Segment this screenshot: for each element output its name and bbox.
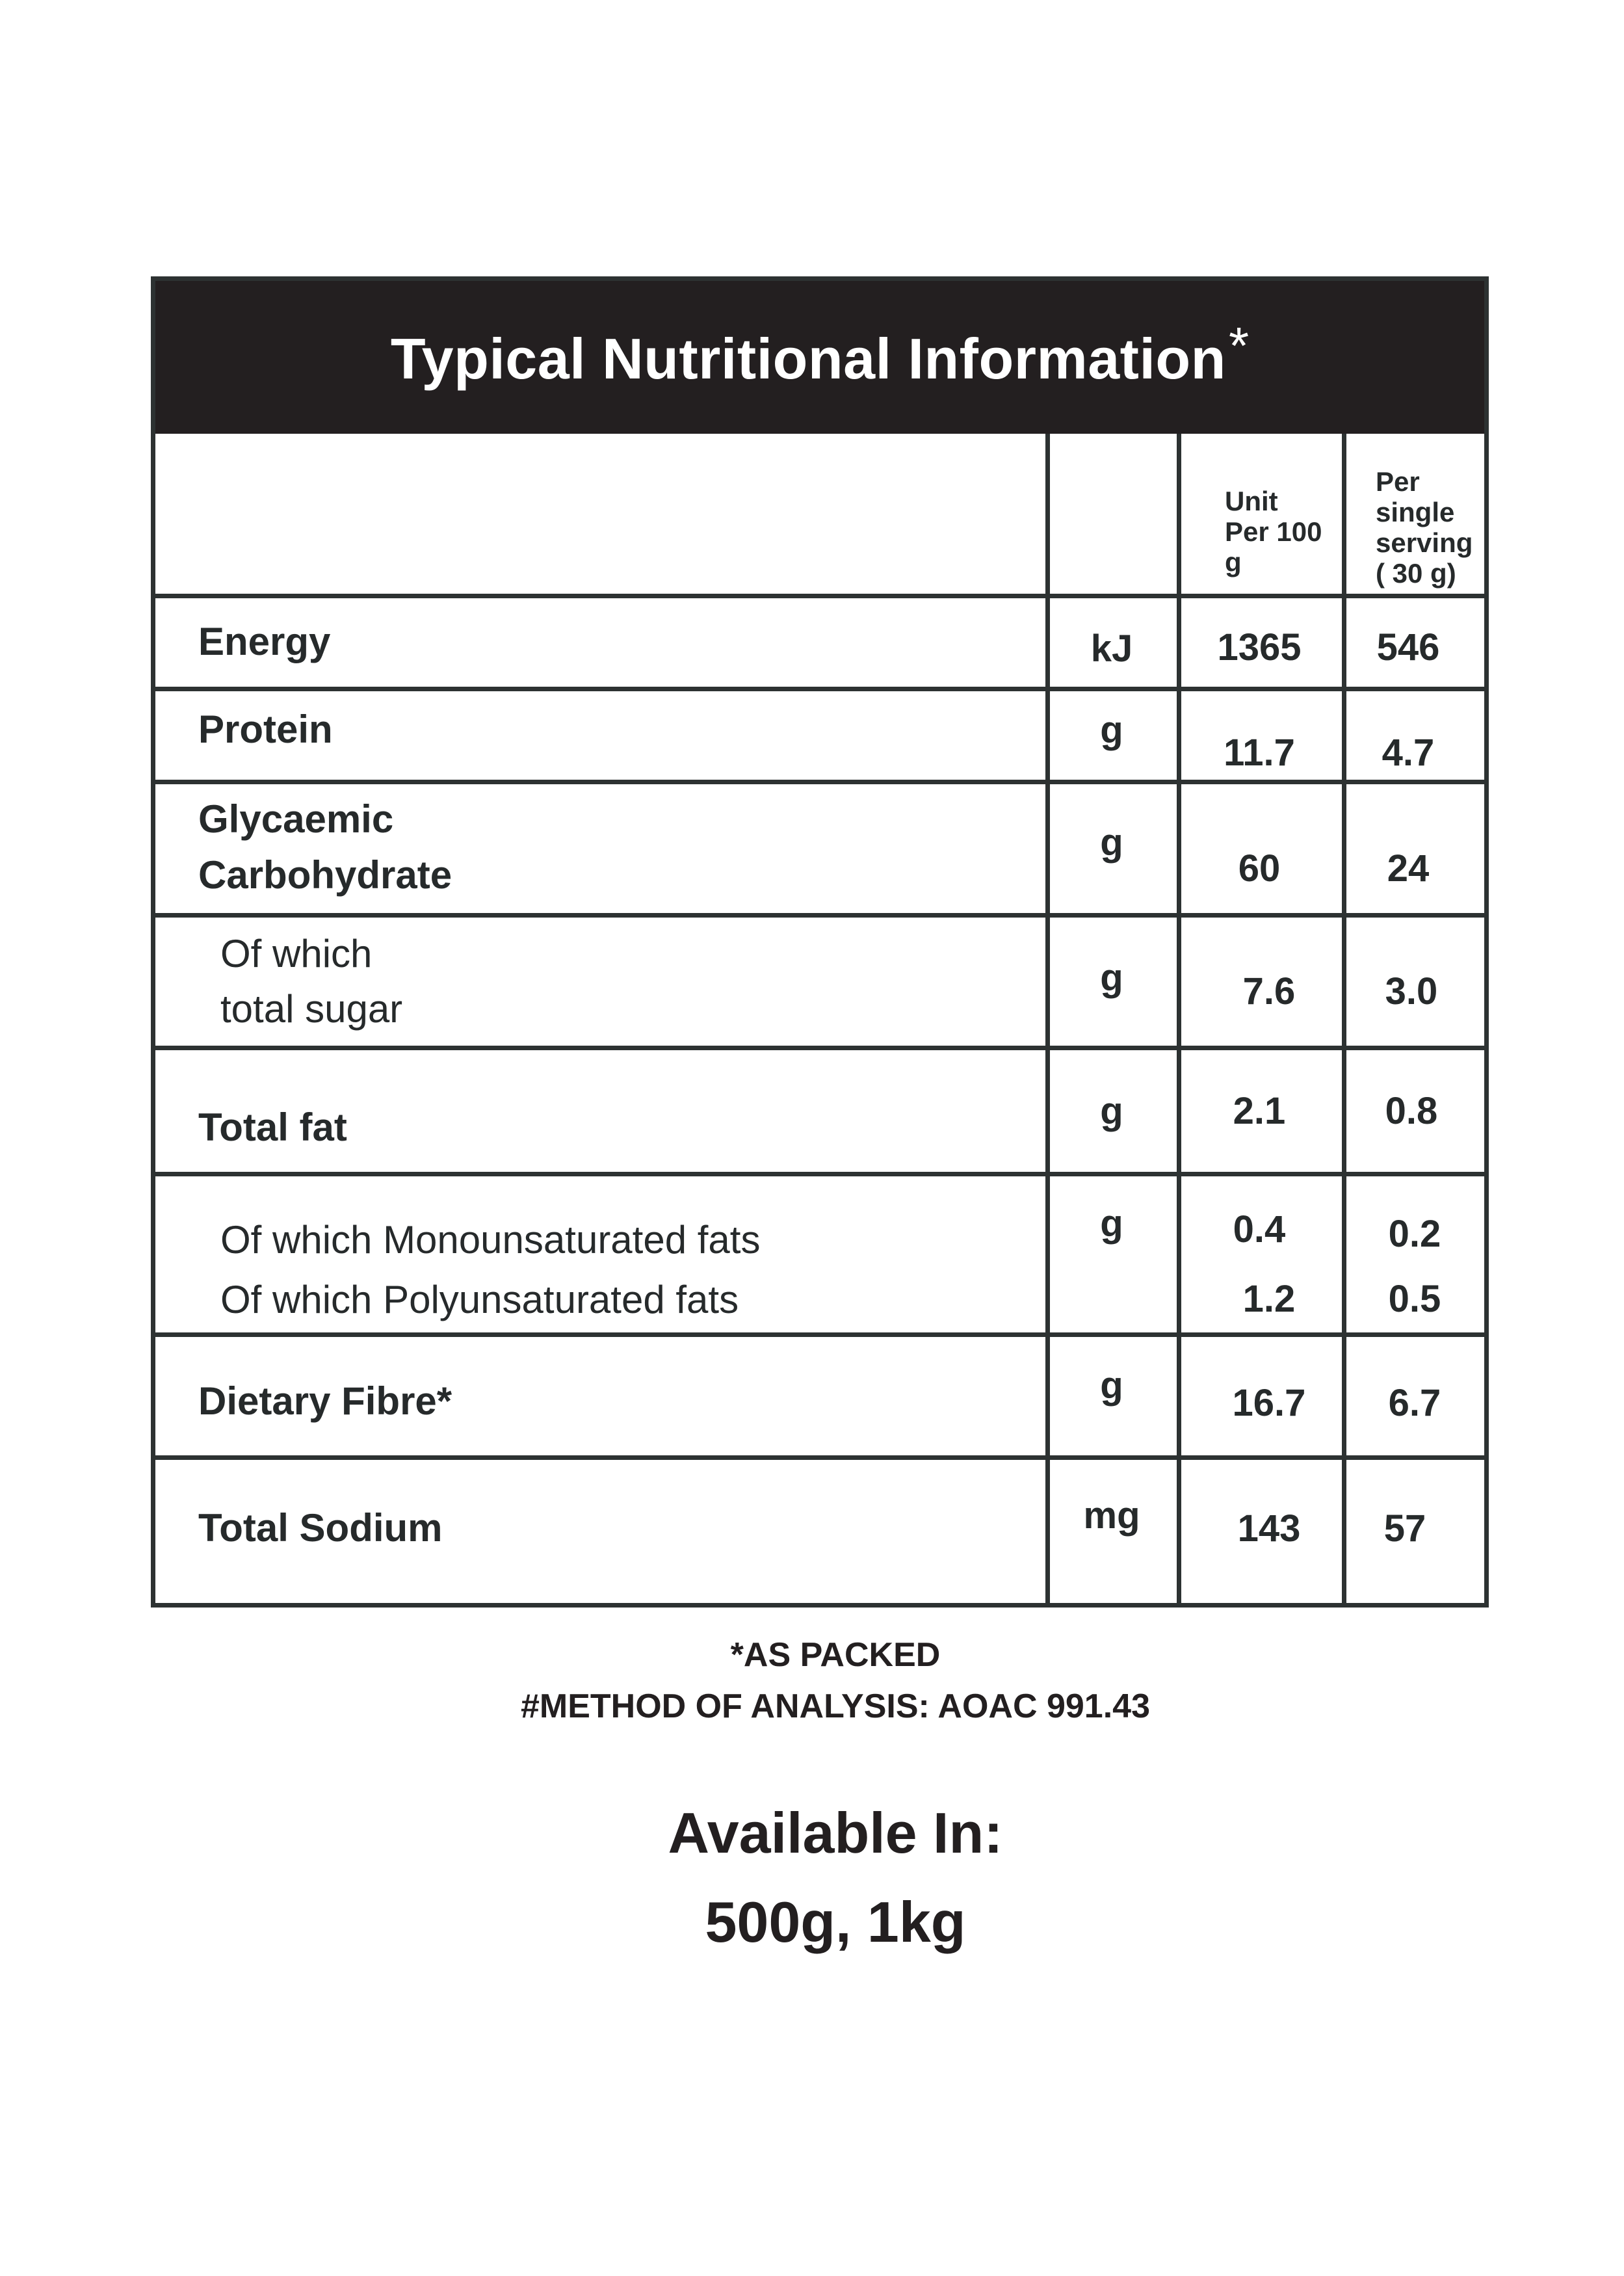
unit-cell: g <box>1100 957 1123 999</box>
column-divider <box>1342 434 1346 1608</box>
unit-cell: g <box>1100 1364 1123 1407</box>
header-unit-per-100g: Unit Per 100 g <box>1225 486 1322 578</box>
serving-value: 57 <box>1383 1507 1426 1550</box>
row-divider <box>155 1046 1484 1050</box>
per100-value: 7.6 <box>1242 970 1296 1012</box>
availability-heading: Available In: <box>668 1801 1003 1865</box>
nutrient-label: Total fat <box>198 1105 347 1149</box>
per100-value: 2.1 <box>1233 1090 1286 1132</box>
title-bar <box>155 281 1484 434</box>
header-per-serving: Per single serving ( 30 g) <box>1376 466 1473 589</box>
unit-cell: kJ <box>1090 628 1133 670</box>
footnote-as-packed: *AS PACKED <box>730 1636 941 1674</box>
unit-cell: g <box>1100 1202 1123 1245</box>
nutrient-label: Protein <box>198 708 333 751</box>
serving-value: 0.8 <box>1385 1090 1438 1132</box>
column-divider <box>1045 434 1050 1608</box>
row-divider <box>155 687 1484 691</box>
title-asterisk: * <box>1228 316 1250 375</box>
serving-value: 24 <box>1387 847 1430 890</box>
panel-title: Typical Nutritional Information <box>390 326 1226 391</box>
serving-value: 6.7 <box>1388 1382 1441 1424</box>
per100-value: 1365 <box>1217 626 1302 668</box>
unit-cell: mg <box>1083 1494 1140 1537</box>
nutrient-label: Total Sodium <box>198 1506 443 1550</box>
unit-cell: g <box>1100 709 1123 751</box>
column-divider <box>1177 434 1181 1608</box>
per100-value-mono: 0.4 <box>1233 1208 1286 1250</box>
nutrient-sublabel-line2: total sugar <box>220 987 403 1031</box>
per100-value: 60 <box>1238 847 1281 890</box>
row-divider <box>155 1332 1484 1337</box>
row-divider <box>155 913 1484 918</box>
unit-cell: g <box>1100 821 1123 864</box>
serving-value-poly: 0.5 <box>1388 1278 1441 1320</box>
nutrition-panel <box>151 276 1489 1608</box>
unit-cell: g <box>1100 1090 1123 1132</box>
nutrient-sublabel-line1: Of which <box>220 932 373 975</box>
availability-sizes: 500g, 1kg <box>705 1890 966 1954</box>
per100-value-poly: 1.2 <box>1242 1278 1296 1320</box>
row-divider <box>155 1455 1484 1460</box>
row-divider <box>155 780 1484 784</box>
serving-value-mono: 0.2 <box>1388 1213 1441 1255</box>
nutrient-label: Dietary Fibre* <box>198 1379 452 1423</box>
nutrient-label-line2: Carbohydrate <box>198 853 452 897</box>
serving-value: 4.7 <box>1382 732 1435 774</box>
per100-value: 143 <box>1237 1507 1301 1550</box>
nutrient-sublabel-poly: Of which Polyunsaturated fats <box>220 1278 739 1321</box>
row-divider <box>155 1172 1484 1176</box>
nutrient-sublabel-mono: Of which Monounsaturated fats <box>220 1218 761 1262</box>
per100-value: 16.7 <box>1232 1382 1306 1424</box>
serving-value: 546 <box>1376 626 1440 668</box>
nutrient-label-line1: Glycaemic <box>198 797 394 841</box>
serving-value: 3.0 <box>1385 970 1438 1012</box>
footnote-method: #METHOD OF ANALYSIS: AOAC 991.43 <box>521 1687 1150 1725</box>
row-divider <box>155 594 1484 598</box>
per100-value: 11.7 <box>1224 732 1295 774</box>
nutrient-label: Energy <box>198 620 331 663</box>
